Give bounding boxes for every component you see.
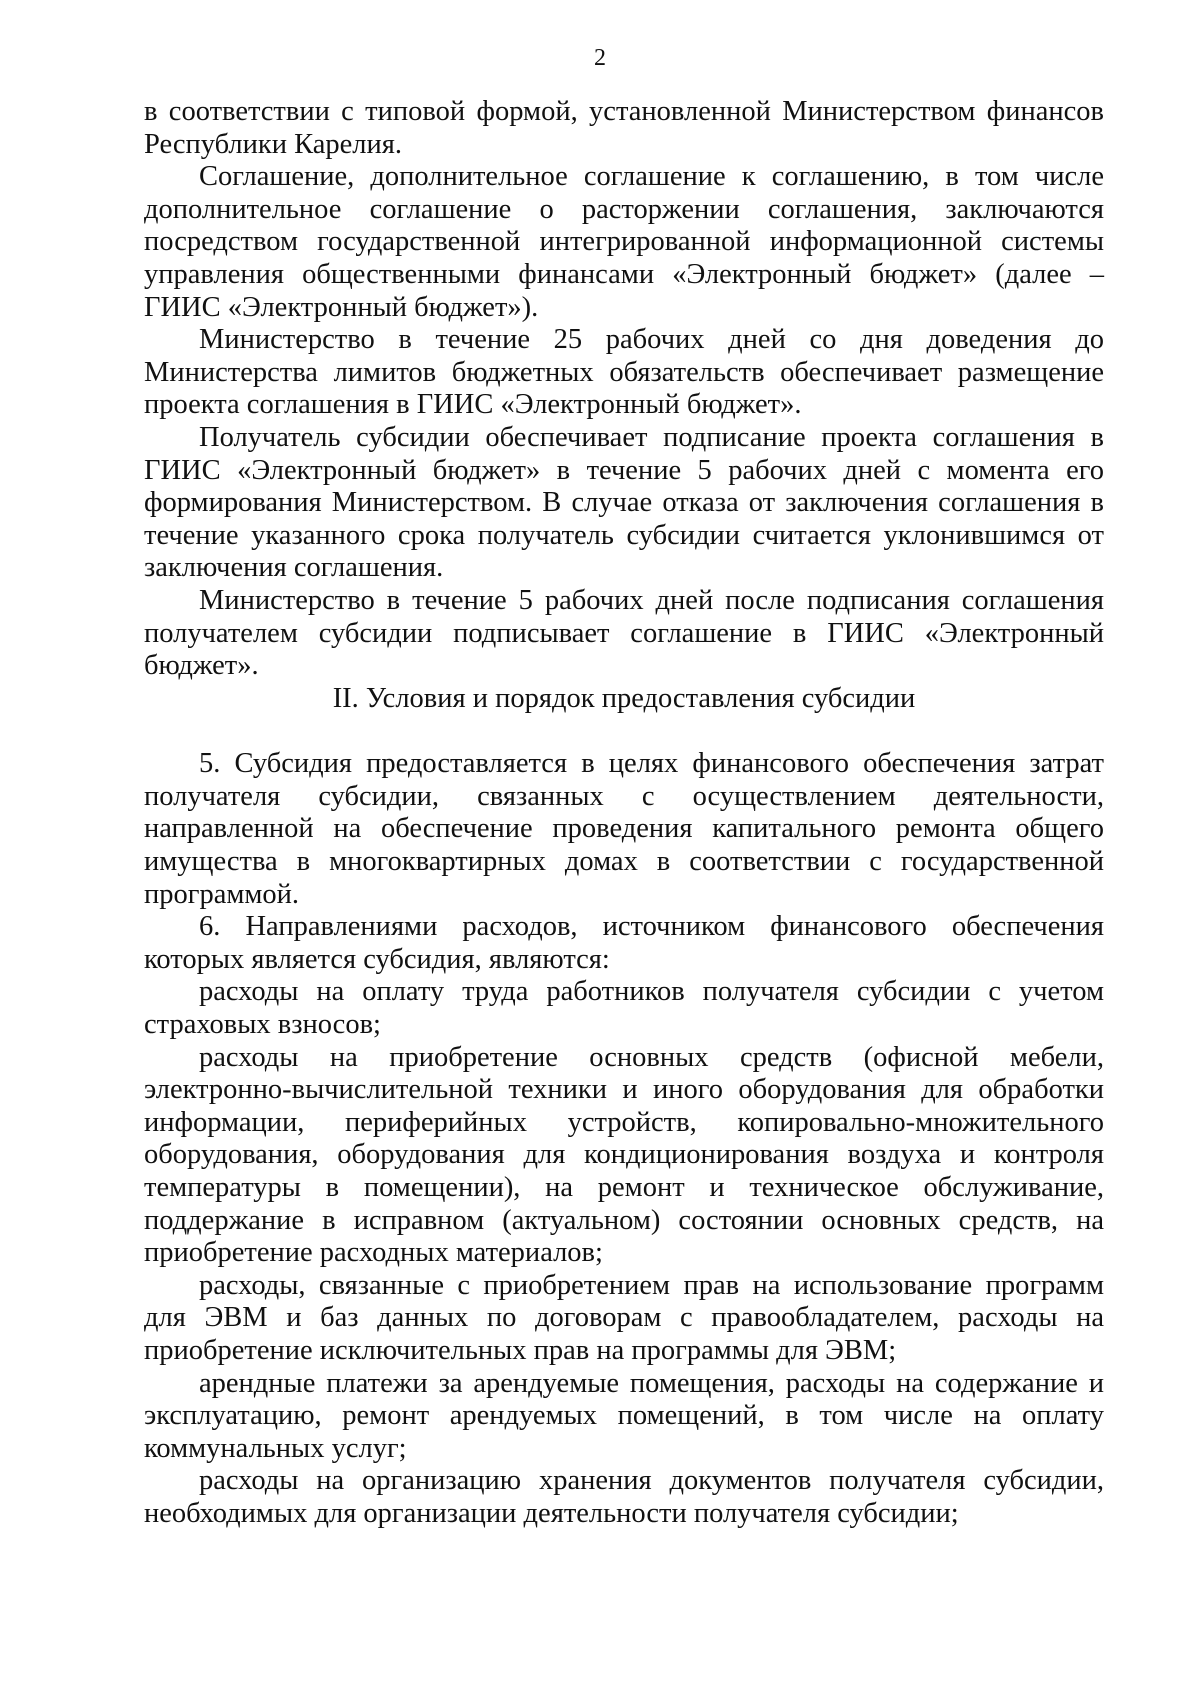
paragraph: Министерство в течение 25 рабочих дней со дня доведения до Министерства лимитов бюджетных обязательств обеспечивает размещение проекта соглашения в ГИИС «Электронный бюджет».: [144, 324, 1104, 421]
paragraph: 6. Направлениями расходов, источником финансового обеспечения которых является субсидия, являются:: [144, 911, 1104, 975]
paragraph: 5. Субсидия предоставляется в целях финансового обеспечения затрат получателя субсидии, связанных с осуществлением деятельности, направленной на обеспечение проведения капитального ремонта общего имущества в многоквартирных домах в соответствии с государственной программой.: [144, 748, 1104, 910]
paragraph: расходы, связанные с приобретением прав на использование программ для ЭВМ и баз данных по договорам с правообладателем, расходы на приобретение исключительных прав на программы для ЭВМ;: [144, 1269, 1104, 1366]
paragraph: Соглашение, дополнительное соглашение к соглашению, в том числе дополнительное соглашение о расторжении соглашения, заключаются посредством государственной интегрированной информационной системы управления общественными финансами «Электронный бюджет» (далее – ГИИС «Электронный бюджет»).: [144, 161, 1104, 323]
paragraph: в соответствии с типовой формой, установленной Министерством финансов Республики Карелия.: [144, 96, 1104, 160]
paragraph: расходы на организацию хранения документов получателя субсидии, необходимых для организации деятельности получателя субсидии;: [144, 1465, 1104, 1529]
paragraph: расходы на оплату труда работников получателя субсидии с учетом страховых взносов;: [144, 976, 1104, 1041]
section-heading: II. Условия и порядок предоставления субсидии: [332, 682, 916, 714]
page-number: 2: [594, 45, 606, 71]
paragraph: Министерство в течение 5 рабочих дней после подписания соглашения получателем субсидии подписывает соглашение в ГИИС «Электронный бюджет».: [144, 584, 1104, 682]
document-body: [144, 96, 1104, 1531]
paragraph: Получатель субсидии обеспечивает подписание проекта соглашения в ГИИС «Электронный бюджет» в течение 5 рабочих дней с момента его формирования Министерством. В случае отказа от заключения соглашения в течение указанного срока получатель субсидии считается уклонившимся от заключения соглашения.: [144, 421, 1104, 584]
paragraph: арендные платежи за арендуемые помещения, расходы на содержание и эксплуатацию, ремонт арендуемых помещений, в том числе на оплату коммунальных услуг;: [144, 1367, 1104, 1464]
paragraph: расходы на приобретение основных средств (офисной мебели, электронно-вычислительной техники и иного оборудования для обработки информации, периферийных устройств, копировально-множительного оборудования, оборудования для кондиционирования воздуха и контроля температуры в помещении), на ремонт и техническое обслуживание, поддержание в исправном (актуальном) состоянии основных средств, на приобретение расходных материалов;: [144, 1041, 1104, 1269]
